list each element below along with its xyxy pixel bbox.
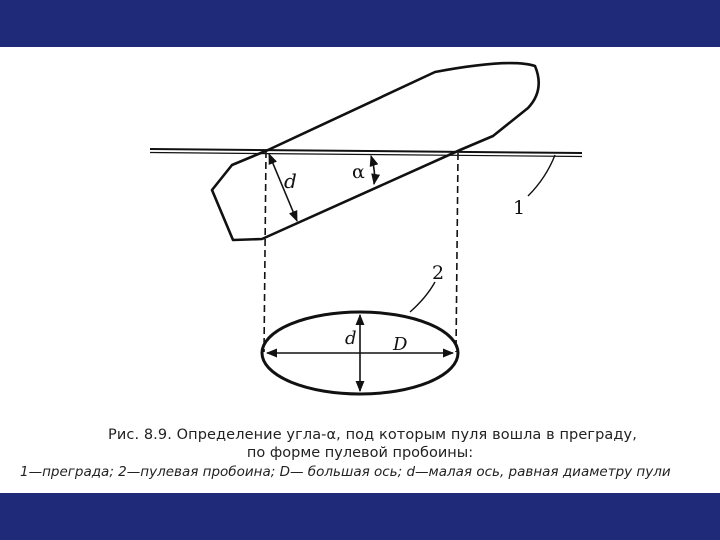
bottom-banner — [0, 493, 720, 540]
obstacle-plate — [150, 149, 582, 157]
top-banner — [0, 0, 720, 47]
label-minor-axis: d — [345, 328, 357, 349]
label-d-slanted: d — [284, 169, 297, 193]
hole-leader — [410, 282, 435, 312]
label-obstacle-number: 1 — [513, 197, 526, 219]
caption-title: Рис. 8.9. Определение угла-α, под которым пуля вошла в преграду, — [108, 427, 637, 443]
obstacle-leader — [528, 155, 555, 196]
label-alpha: α — [352, 161, 365, 183]
caption-legend: 1—преграда; 2—пулевая пробоина; D— большая ось; d—малая ось, равная диаметру пули — [20, 464, 671, 480]
angle-alpha-arc — [371, 156, 375, 184]
caption-subtitle: по форме пулевой пробоины: — [246, 445, 474, 461]
label-major-axis: D — [393, 334, 408, 355]
slide-content — [0, 47, 720, 493]
label-hole-number: 2 — [432, 262, 445, 284]
